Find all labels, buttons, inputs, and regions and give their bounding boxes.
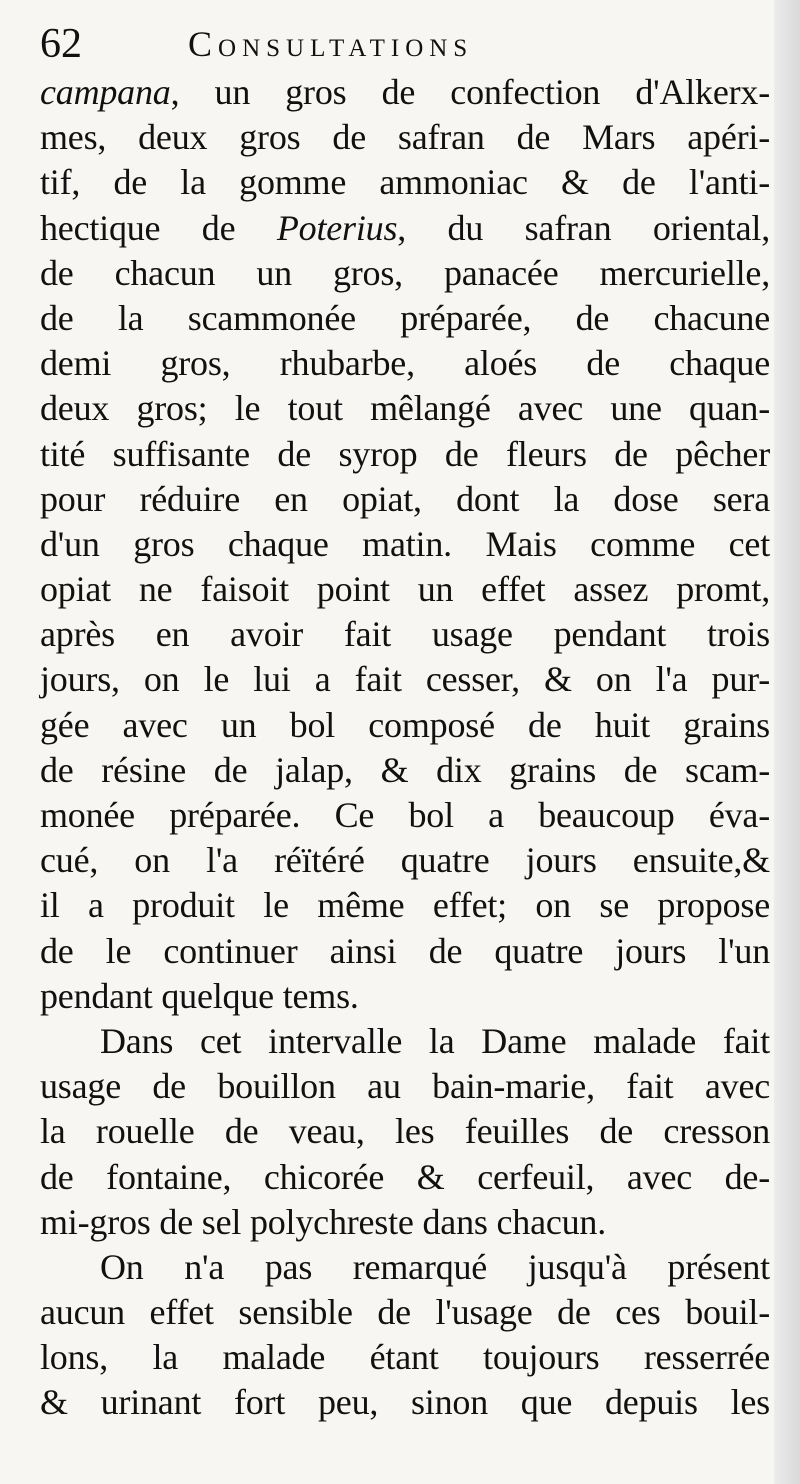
text-line: monée préparée. Ce bol a beaucoup éva- [40, 795, 770, 835]
text-line: demi gros, rhubarbe, aloés de chaque [40, 343, 770, 384]
running-header [40, 18, 770, 70]
text-line: usage de bouillon au bain-marie, fait avec [40, 1066, 770, 1107]
text-line: & urinant fort peu, sinon que depuis les [40, 1382, 770, 1423]
text-line: cué, on l'a réïtéré quatre jours ensuite,& [40, 840, 770, 881]
text-line: mes, deux gros de safran de Mars apéri- [40, 117, 770, 158]
italic-word: campana [40, 72, 171, 112]
text-line: pour réduire en opiat, dont la dose sera [40, 478, 770, 519]
text-line: gée avec un bol composé de huit grains [40, 704, 770, 745]
text-line: de le continuer ainsi de quatre jours l'un [40, 930, 770, 971]
text-line: après en avoir fait usage pendant trois [40, 614, 770, 655]
text-line: On n'a pas remarqué jusqu'à présent [100, 1246, 770, 1287]
page-gutter-shadow [774, 0, 800, 1484]
text-line: aucun effet sensible de l'usage de ces bouil- [40, 1292, 770, 1333]
text-line: de la scammonée préparée, de chacune [40, 297, 770, 338]
text-line [40, 70, 770, 115]
text-line: de chacun un gros, panacée mercurielle, [40, 252, 770, 293]
page-text-block [40, 18, 770, 1426]
text-line: tif, de la gomme ammoniac & de l'anti- [40, 162, 770, 203]
running-title: Consultations [188, 24, 474, 64]
page-number: 62 [40, 21, 82, 67]
line-text: , un gros de confection d'Alkerx- [170, 72, 770, 112]
body-text [40, 70, 770, 1426]
text-line: lons, la malade étant toujours resserrée [40, 1337, 770, 1378]
text-line [40, 206, 770, 251]
text-line: opiat ne faisoit point un effet assez promt, [40, 569, 770, 610]
text-line: jours, on le lui a fait cesser, & on l'a pur- [40, 659, 770, 700]
line-text: , du safran oriental, [397, 207, 770, 248]
text-line: il a produit le même effet; on se propose [40, 885, 770, 926]
text-line: pendant quelque tems. [40, 975, 359, 1016]
text-line: deux gros; le tout mêlangé avec une quan- [40, 388, 770, 429]
text-line: de résine de jalap, & dix grains de scam- [40, 749, 770, 790]
text-line: la rouelle de veau, les feuilles de cresson [40, 1111, 770, 1152]
text-line: Dans cet intervalle la Dame malade fait [100, 1020, 770, 1061]
text-line: d'un gros chaque matin. Mais comme cet [40, 523, 770, 564]
text-line: mi-gros de sel polychreste dans chacun. [40, 1201, 607, 1242]
italic-word: Poterius [276, 207, 398, 248]
text-line: tité suffisante de syrop de fleurs de pêcher [40, 433, 770, 474]
text-line: de fontaine, chicorée & cerfeuil, avec de- [40, 1156, 770, 1197]
line-text: hectique de [40, 207, 277, 248]
